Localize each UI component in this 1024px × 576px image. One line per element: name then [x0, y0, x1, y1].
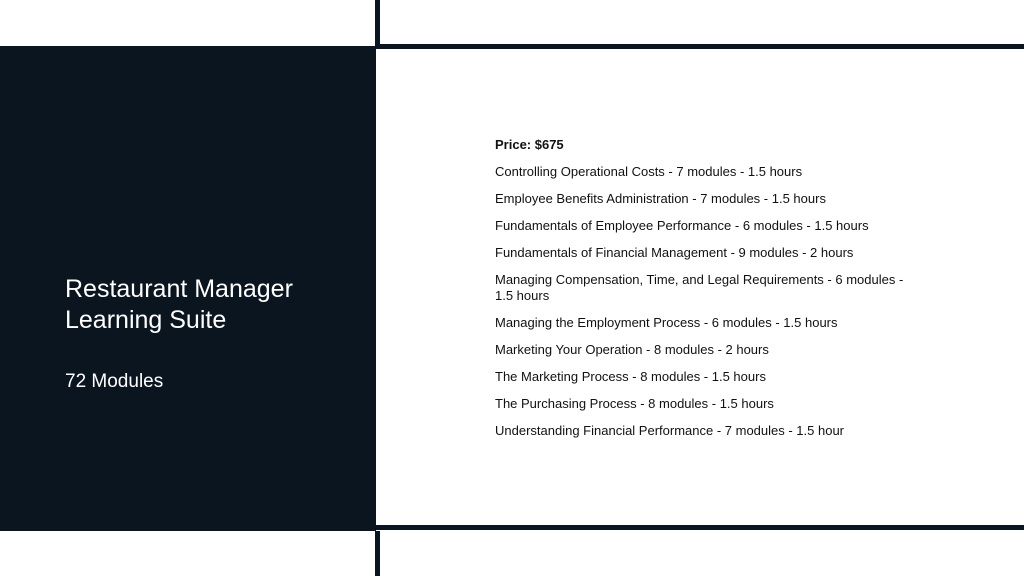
list-item: Understanding Financial Performance - 7 modules - 1.5 hour: [495, 423, 845, 438]
list-item: Managing the Employment Process - 6 modules - 1.5 hours: [495, 315, 838, 330]
horizontal-divider-bottom: [376, 525, 1024, 530]
horizontal-divider-top: [376, 44, 1024, 49]
list-item: The Purchasing Process - 8 modules - 1.5 hours: [495, 396, 774, 411]
slide-subtitle: 72 Modules: [65, 371, 164, 392]
content-block: [495, 137, 920, 450]
slide-title: Restaurant Manager Learning Suite: [65, 275, 293, 334]
vertical-divider-top: [375, 0, 380, 46]
list-item: The Marketing Process - 8 modules - 1.5 hours: [495, 369, 766, 384]
list-item: Marketing Your Operation - 8 modules - 2 hours: [495, 342, 769, 357]
list-item: Managing Compensation, Time, and Legal Requirements - 6 modules - 1.5 hours: [495, 272, 904, 303]
list-item: Employee Benefits Administration - 7 modules - 1.5 hours: [495, 191, 826, 206]
list-item: Controlling Operational Costs - 7 modules - 1.5 hours: [495, 164, 803, 179]
price-label: Price: $675: [495, 137, 564, 152]
list-item: Fundamentals of Employee Performance - 6 modules - 1.5 hours: [495, 218, 869, 233]
list-item: Fundamentals of Financial Management - 9 modules - 2 hours: [495, 245, 854, 260]
title-panel: [0, 46, 376, 531]
course-list: [495, 164, 920, 439]
vertical-divider-bottom: [375, 531, 380, 576]
